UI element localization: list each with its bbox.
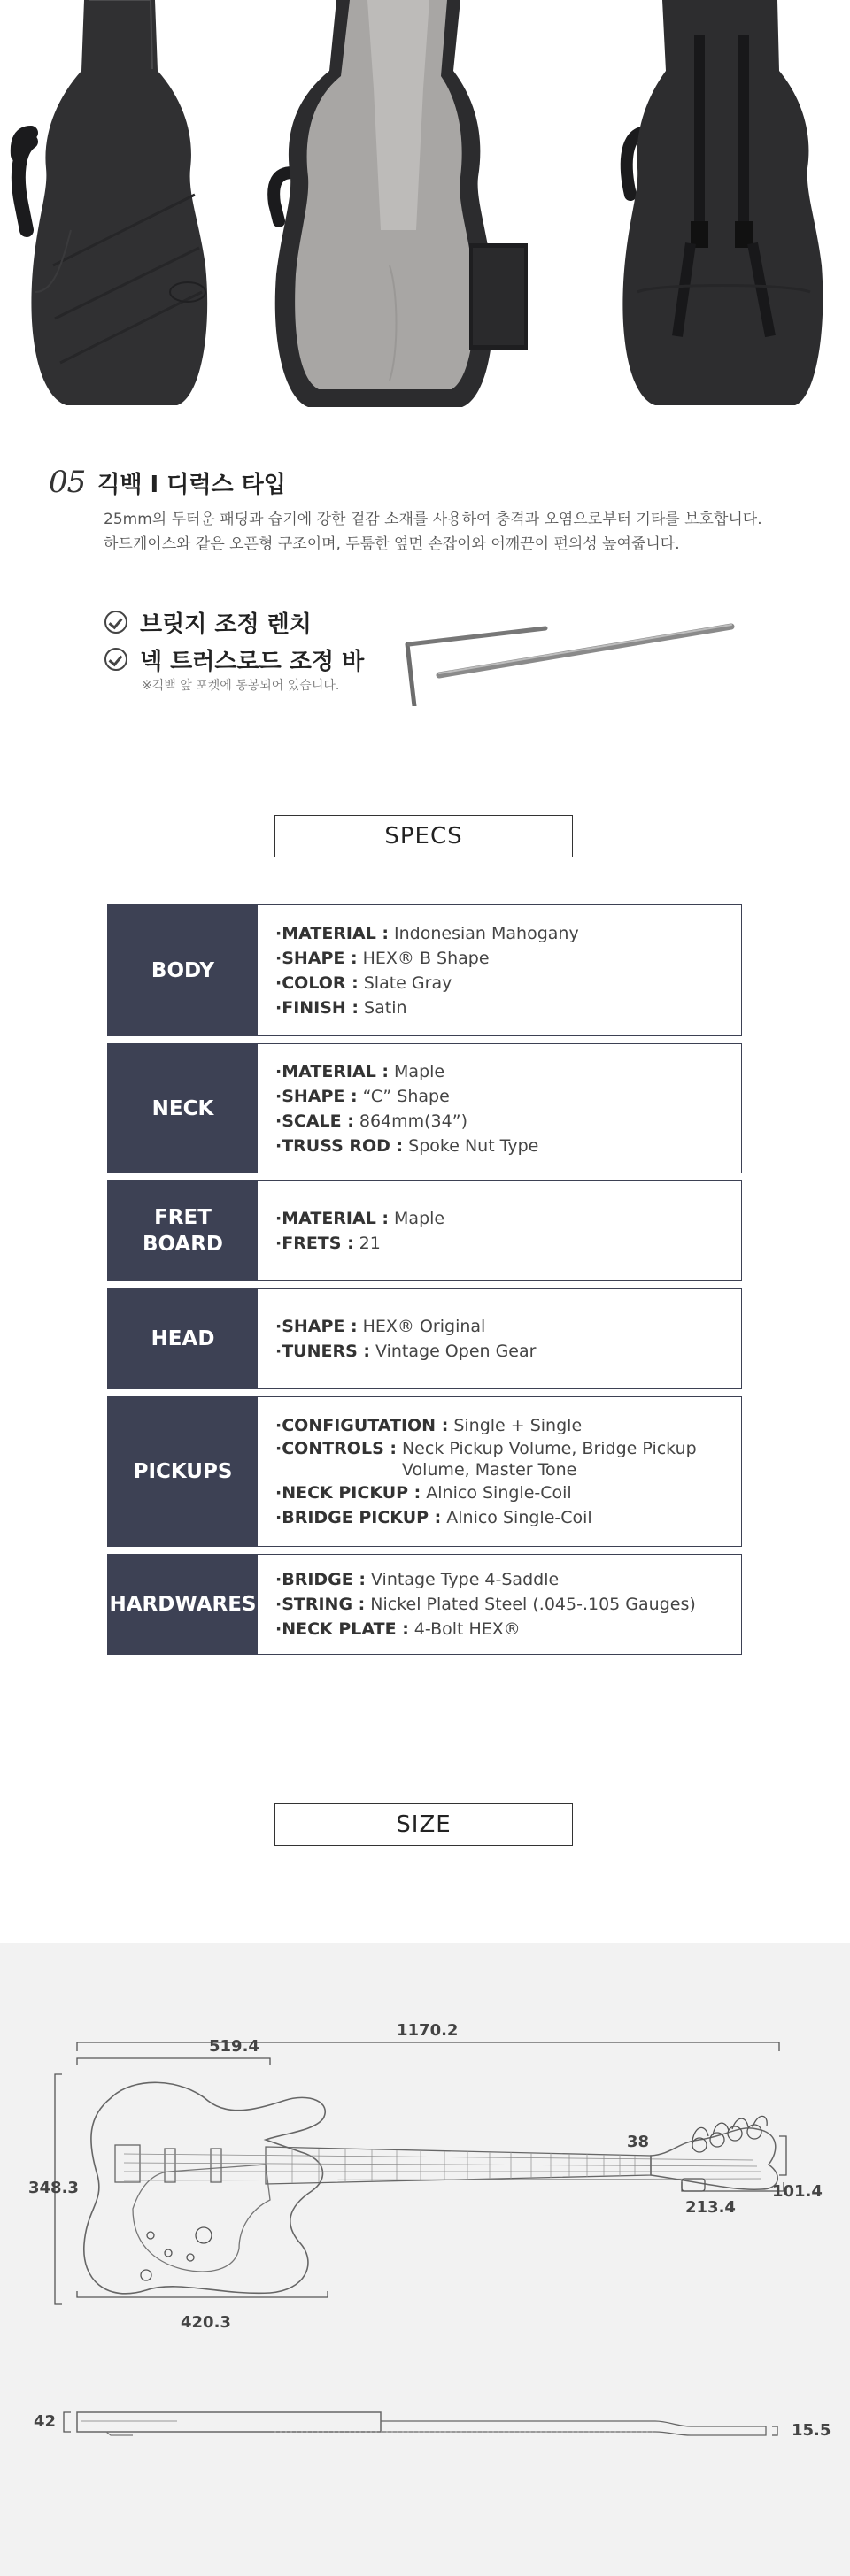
- spec-label: ·STRING :: [275, 1595, 366, 1614]
- spec-label: ·MATERIAL :: [275, 1209, 390, 1228]
- spec-line: [275, 1592, 727, 1617]
- gig-bag-front-image: [18, 0, 207, 405]
- gig-bag-section: [49, 465, 810, 557]
- spec-value: Vintage Type 4-Saddle: [370, 1570, 560, 1589]
- spec-value: Spoke Nut Type: [408, 1135, 539, 1156]
- dimension-head-thickness: 15.5: [792, 2421, 831, 2440]
- spec-line: [275, 1617, 727, 1642]
- spec-row-pickups: [107, 1396, 742, 1547]
- spec-line: [275, 1505, 727, 1530]
- spec-label: ·MATERIAL :: [275, 1061, 390, 1081]
- spec-line: [275, 1314, 727, 1339]
- spec-value: Neck Pickup Volume, Bridge Pickup Volume, Master Tone: [401, 1439, 697, 1480]
- spec-row-hardwares: [107, 1554, 742, 1655]
- spec-line: [275, 1206, 727, 1231]
- description-line: 하드케이스와 같은 오픈형 구조이며, 두툼한 옆면 손잡이와 어깨끈이 편의성 높여줍니다.: [104, 535, 680, 553]
- spec-values: [258, 1289, 741, 1388]
- gig-bag-photos: [0, 0, 850, 416]
- spec-value: Indonesian Mahogany: [394, 923, 579, 943]
- spec-label: ·CONFIGUTATION :: [275, 1416, 449, 1435]
- section-title: 긱백 I 디럭스 타입: [97, 472, 286, 498]
- spec-line: [275, 946, 727, 971]
- dimension-headstock-width: 101.4: [772, 2182, 823, 2201]
- dimension-body-width: 348.3: [28, 2179, 79, 2197]
- spec-row-body: [107, 904, 742, 1036]
- dimension-headstock-length: 213.4: [685, 2198, 736, 2217]
- spec-line: [275, 1109, 727, 1134]
- spec-values: [258, 1397, 741, 1546]
- dimension-total-length: 1170.2: [397, 2021, 459, 2040]
- spec-key: FRET BOARD: [108, 1181, 258, 1280]
- spec-label: ·TUNERS :: [275, 1342, 371, 1361]
- spec-value: Vintage Open Gear: [375, 1342, 537, 1361]
- spec-line: [275, 1438, 727, 1480]
- wrench-and-rod-image: [404, 609, 740, 706]
- spec-values: [258, 1044, 741, 1173]
- spec-value: Maple: [394, 1061, 445, 1081]
- dimension-body-thickness: 42: [34, 2412, 57, 2431]
- spec-label: ·SHAPE :: [275, 948, 358, 968]
- spec-label: ·NECK PICKUP :: [275, 1483, 421, 1503]
- spec-row-neck: [107, 1043, 742, 1173]
- spec-label: ·SCALE :: [275, 1111, 354, 1131]
- spec-label: ·FRETS :: [275, 1234, 354, 1253]
- spec-key: BODY: [108, 905, 258, 1035]
- spec-row-head: [107, 1288, 742, 1389]
- spec-label: ·CONTROLS :: [275, 1439, 397, 1458]
- spec-line: [275, 1084, 727, 1109]
- specs-heading: SPECS: [274, 815, 573, 857]
- spec-label: ·NECK PLATE :: [275, 1619, 409, 1639]
- spec-line: [275, 1059, 727, 1084]
- spec-value: 864mm(34”): [359, 1111, 468, 1131]
- spec-values: [258, 1555, 741, 1654]
- accessory-label: 넥 트러스로드 조정 바: [140, 648, 365, 675]
- spec-line: [275, 1567, 727, 1592]
- dimension-body-lower: 420.3: [181, 2313, 231, 2332]
- spec-line: [275, 1339, 727, 1364]
- spec-row-fretboard: [107, 1180, 742, 1281]
- size-diagram: [0, 1943, 850, 2576]
- spec-label: ·BRIDGE PICKUP :: [275, 1508, 442, 1527]
- spec-line: [275, 996, 727, 1020]
- spec-line: [275, 1480, 727, 1505]
- gig-bag-open-image: [274, 0, 528, 407]
- dimension-nut-width: 38: [627, 2133, 650, 2151]
- spec-label: ·TRUSS ROD :: [275, 1135, 404, 1156]
- spec-values: [258, 905, 741, 1035]
- spec-value: Alnico Single-Coil: [446, 1508, 592, 1527]
- spec-label: ·FINISH :: [275, 997, 359, 1018]
- spec-line: [275, 921, 727, 946]
- spec-line: [275, 1231, 727, 1256]
- spec-label: ·BRIDGE :: [275, 1570, 366, 1589]
- spec-value: HEX® B Shape: [362, 948, 490, 968]
- dimension-body-length: 519.4: [209, 2037, 259, 2056]
- spec-label: ·SHAPE :: [275, 1317, 358, 1336]
- spec-key: NECK: [108, 1044, 258, 1173]
- section-number: 05: [49, 465, 86, 500]
- accessory-note: ※긱백 앞 포켓에 동봉되어 있습니다.: [142, 679, 340, 693]
- spec-line: [275, 1413, 727, 1438]
- spec-value: Alnico Single-Coil: [426, 1483, 572, 1503]
- spec-label: ·COLOR :: [275, 973, 359, 993]
- accessory-label: 브릿지 조정 렌치: [140, 611, 312, 638]
- spec-value: “C” Shape: [362, 1086, 450, 1106]
- gig-bag-back-image: [622, 0, 823, 405]
- section-description: [104, 507, 810, 557]
- spec-key: HARDWARES: [108, 1555, 258, 1654]
- spec-label: ·MATERIAL :: [275, 923, 390, 943]
- spec-line: [275, 971, 727, 996]
- size-heading: SIZE: [274, 1803, 573, 1846]
- included-accessories: [104, 604, 795, 719]
- check-circle-icon: [104, 648, 128, 671]
- spec-values: [258, 1181, 741, 1280]
- spec-key: PICKUPS: [108, 1397, 258, 1546]
- spec-value: Slate Gray: [363, 973, 452, 993]
- spec-key: HEAD: [108, 1289, 258, 1388]
- check-circle-icon: [104, 611, 128, 634]
- spec-value: 21: [359, 1234, 381, 1253]
- spec-value: HEX® Original: [362, 1317, 486, 1336]
- spec-label: ·SHAPE :: [275, 1086, 358, 1106]
- spec-value: Single + Single: [453, 1416, 583, 1435]
- description-line: 25mm의 두터운 패딩과 습기에 강한 겉감 소재를 사용하여 충격과 오염으로부터 기타를 보호합니다.: [104, 511, 762, 528]
- spec-value: 4-Bolt HEX®: [413, 1619, 521, 1639]
- spec-line: [275, 1134, 727, 1158]
- spec-value: Nickel Plated Steel (.045-.105 Gauges): [370, 1595, 696, 1614]
- spec-value: Maple: [394, 1209, 445, 1228]
- specs-table: [107, 904, 742, 1662]
- spec-value: Satin: [364, 997, 407, 1018]
